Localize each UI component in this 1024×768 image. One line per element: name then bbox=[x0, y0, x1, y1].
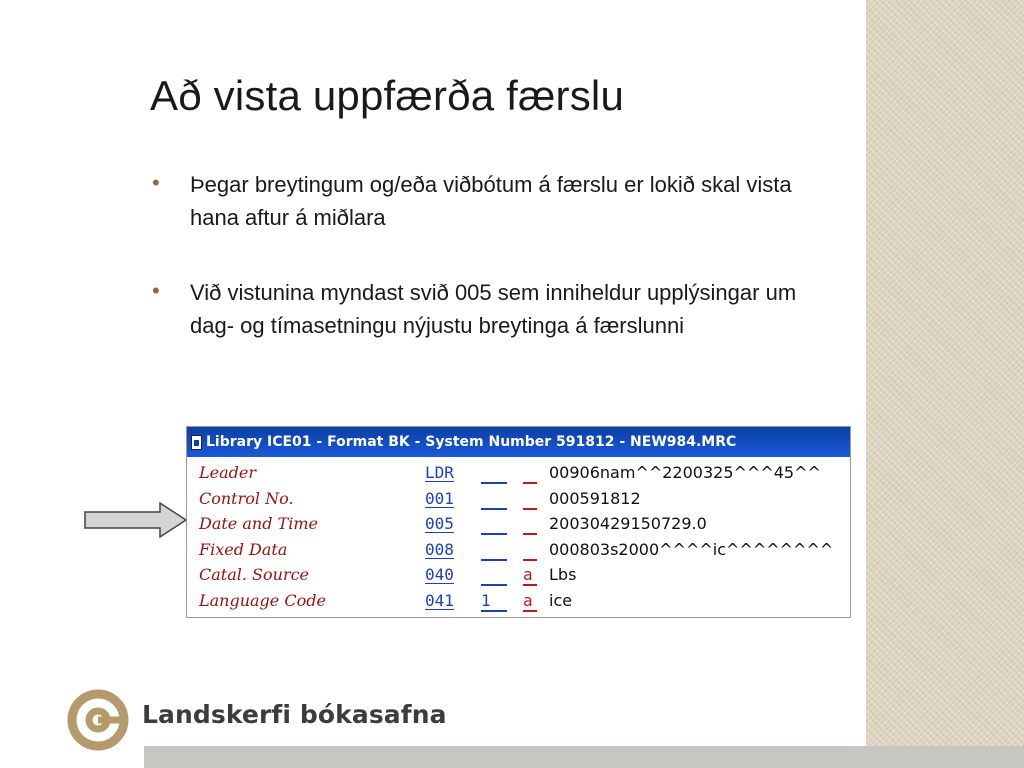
bullet-text: Við vistunina myndast svið 005 sem inniheldur upplýsingar um dag- og tímasetningu nýjustu breytinga á færslunni bbox=[190, 280, 797, 338]
field-tag[interactable]: 001 bbox=[425, 488, 454, 508]
bullet-list bbox=[152, 168, 832, 384]
field-value[interactable]: 20030429150729.0 bbox=[549, 514, 707, 533]
indicator-1[interactable] bbox=[481, 565, 507, 586]
indicator-1[interactable] bbox=[481, 463, 507, 484]
field-name: Language Code bbox=[199, 590, 326, 610]
field-value[interactable]: 00906nam^^2200325^^^45^^ bbox=[549, 463, 821, 482]
indicator-1[interactable] bbox=[481, 514, 507, 535]
landskerfi-logo-icon bbox=[66, 688, 130, 752]
marc-field-row[interactable] bbox=[187, 486, 850, 512]
field-tag[interactable]: 005 bbox=[425, 514, 454, 533]
field-name: Date and Time bbox=[199, 514, 318, 533]
bullet-item bbox=[152, 168, 832, 234]
field-tag[interactable]: LDR bbox=[425, 463, 454, 482]
window-titlebar[interactable] bbox=[187, 427, 850, 457]
field-value[interactable]: ice bbox=[549, 590, 573, 610]
marc-field-list bbox=[187, 457, 850, 613]
indicator-2[interactable]: a bbox=[523, 565, 537, 586]
indicator-2[interactable] bbox=[523, 463, 537, 484]
marc-record-window[interactable] bbox=[186, 426, 851, 618]
field-name: Fixed Data bbox=[199, 539, 288, 559]
bullet-item bbox=[152, 276, 832, 342]
footer-logo-text: Landskerfi bókasafna bbox=[142, 700, 447, 729]
indicator-2[interactable] bbox=[523, 540, 537, 561]
window-icon bbox=[191, 435, 202, 450]
indicator-1[interactable]: 1 bbox=[481, 591, 507, 612]
marc-field-row[interactable] bbox=[187, 460, 850, 486]
marc-field-row[interactable] bbox=[187, 562, 850, 588]
indicator-2[interactable] bbox=[523, 514, 537, 535]
field-tag[interactable]: 008 bbox=[425, 539, 454, 559]
field-name: Catal. Source bbox=[199, 565, 310, 584]
footer-bar bbox=[144, 746, 1024, 768]
indicator-2[interactable] bbox=[523, 489, 537, 510]
bullet-icon: • bbox=[152, 170, 160, 195]
field-tag[interactable]: 041 bbox=[425, 590, 454, 610]
indicator-1[interactable] bbox=[481, 489, 507, 510]
marc-field-row[interactable] bbox=[187, 588, 850, 614]
field-name: Leader bbox=[199, 463, 256, 482]
field-value[interactable]: Lbs bbox=[549, 565, 577, 584]
bullet-icon: • bbox=[152, 278, 160, 303]
field-name: Control No. bbox=[199, 488, 294, 508]
window-title: Library ICE01 - Format BK - System Number 591812 - NEW984.MRC bbox=[206, 434, 737, 450]
marc-field-row[interactable] bbox=[187, 537, 850, 563]
indicator-1[interactable] bbox=[481, 540, 507, 561]
field-value[interactable]: 000803s2000^^^^ic^^^^^^^^ bbox=[549, 539, 834, 559]
indicator-2[interactable]: a bbox=[523, 591, 537, 612]
bullet-text: Þegar breytingum og/eða viðbótum á færslu er lokið skal vista hana aftur á miðlara bbox=[190, 172, 792, 230]
field-value[interactable]: 000591812 bbox=[549, 488, 641, 508]
marc-field-row[interactable] bbox=[187, 511, 850, 537]
slide-title: Að vista uppfærða færslu bbox=[150, 72, 625, 119]
pointer-arrow-icon bbox=[84, 502, 188, 538]
field-tag[interactable]: 040 bbox=[425, 565, 454, 584]
decorative-side-band bbox=[866, 0, 1024, 768]
